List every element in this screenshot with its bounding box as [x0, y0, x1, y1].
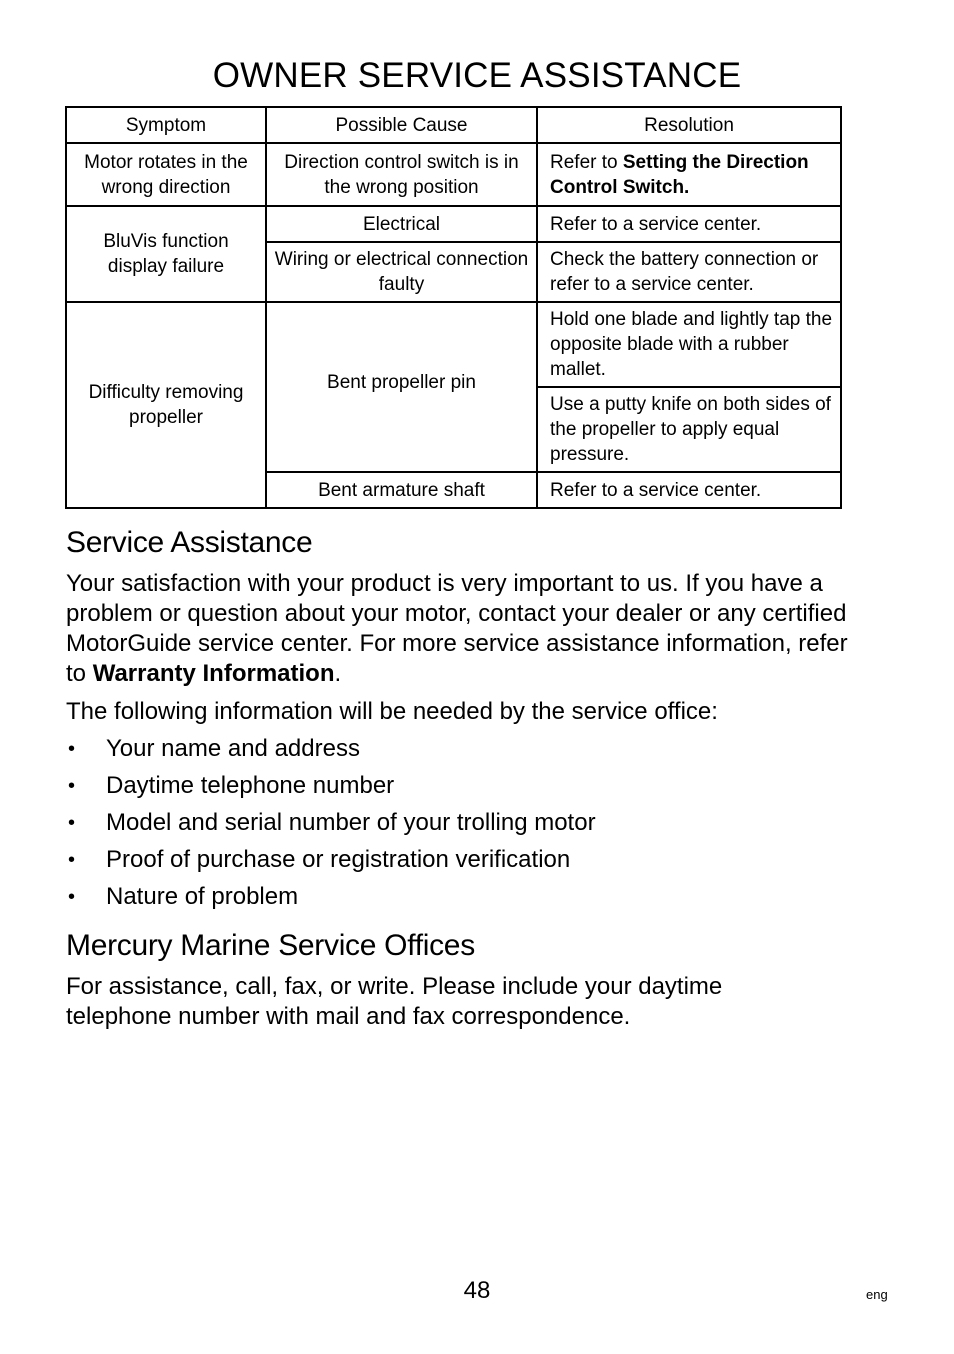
bullet-icon: •: [68, 738, 76, 760]
cause-cell: Electrical: [266, 206, 537, 242]
bullet-icon: •: [68, 775, 76, 797]
symptom-cell: BluVis function display failure: [66, 206, 266, 302]
list-item: [66, 882, 596, 919]
resolution-text: Refer to: [550, 151, 623, 173]
cause-cell: Wiring or electrical connection faulty: [266, 242, 537, 302]
page-title: OWNER SERVICE ASSISTANCE: [212, 56, 742, 95]
section-heading-service-offices: Mercury Marine Service Offices: [66, 929, 475, 962]
needed-info-list: [66, 734, 596, 919]
paragraph-end: .: [334, 660, 342, 687]
resolution-cell: Use a putty knife on both sides of the propeller to apply equal pressure.: [537, 387, 841, 472]
resolution-cell: Hold one blade and lightly tap the opposite blade with a rubber mallet.: [537, 302, 841, 387]
service-assistance-paragraph: [66, 569, 856, 689]
bullet-icon: •: [68, 886, 76, 908]
resolution-cell: [537, 143, 841, 206]
header-possible-cause: Possible Cause: [266, 107, 537, 143]
list-item-text: Model and serial number of your trolling motor: [106, 809, 596, 836]
service-offices-paragraph: For assistance, call, fax, or write. Please include your daytime telephone number with mail and fax correspondence.: [66, 973, 723, 1030]
header-symptom: Symptom: [66, 107, 266, 143]
troubleshooting-table: [65, 106, 842, 509]
needed-info-intro: The following information will be needed by the service office:: [66, 698, 718, 725]
bullet-icon: •: [68, 849, 76, 871]
bullet-icon: •: [68, 812, 76, 834]
list-item: [66, 771, 596, 808]
list-item: [66, 734, 596, 771]
list-item-text: Daytime telephone number: [106, 772, 395, 799]
symptom-cell: Motor rotates in the wrong direction: [66, 143, 266, 206]
table-header-row: [66, 107, 841, 143]
cause-cell: Direction control switch is in the wrong position: [266, 143, 537, 206]
cross-reference-link: Setting the Direction Control Switch.: [550, 151, 809, 198]
resolution-cell: Refer to a service center.: [537, 472, 841, 508]
table-row: [66, 206, 841, 242]
header-resolution: Resolution: [537, 107, 841, 143]
paragraph-text: Your satisfaction with your product is very important to us. If you have a problem or question about your motor, contact your dealer or any certified MotorGuide service center. For more service assistance information, refer to: [66, 570, 848, 687]
list-item-text: Proof of purchase or registration verification: [106, 846, 571, 873]
cause-cell: Bent propeller pin: [266, 302, 537, 472]
warranty-information-reference: Warranty Information: [92, 660, 335, 687]
cause-cell: Bent armature shaft: [266, 472, 537, 508]
list-item-text: Your name and address: [106, 735, 360, 762]
section-heading-service-assistance: Service Assistance: [66, 526, 313, 559]
symptom-cell: Difficulty removing propeller: [66, 302, 266, 508]
table-row: [66, 302, 841, 387]
language-code: eng: [866, 1287, 888, 1302]
resolution-cell: Refer to a service center.: [537, 206, 841, 242]
table-row: [66, 143, 841, 206]
list-item: [66, 845, 596, 882]
page-number: 48: [463, 1277, 491, 1304]
list-item-text: Nature of problem: [106, 883, 299, 910]
resolution-cell: Check the battery connection or refer to a service center.: [537, 242, 841, 302]
list-item: [66, 808, 596, 845]
